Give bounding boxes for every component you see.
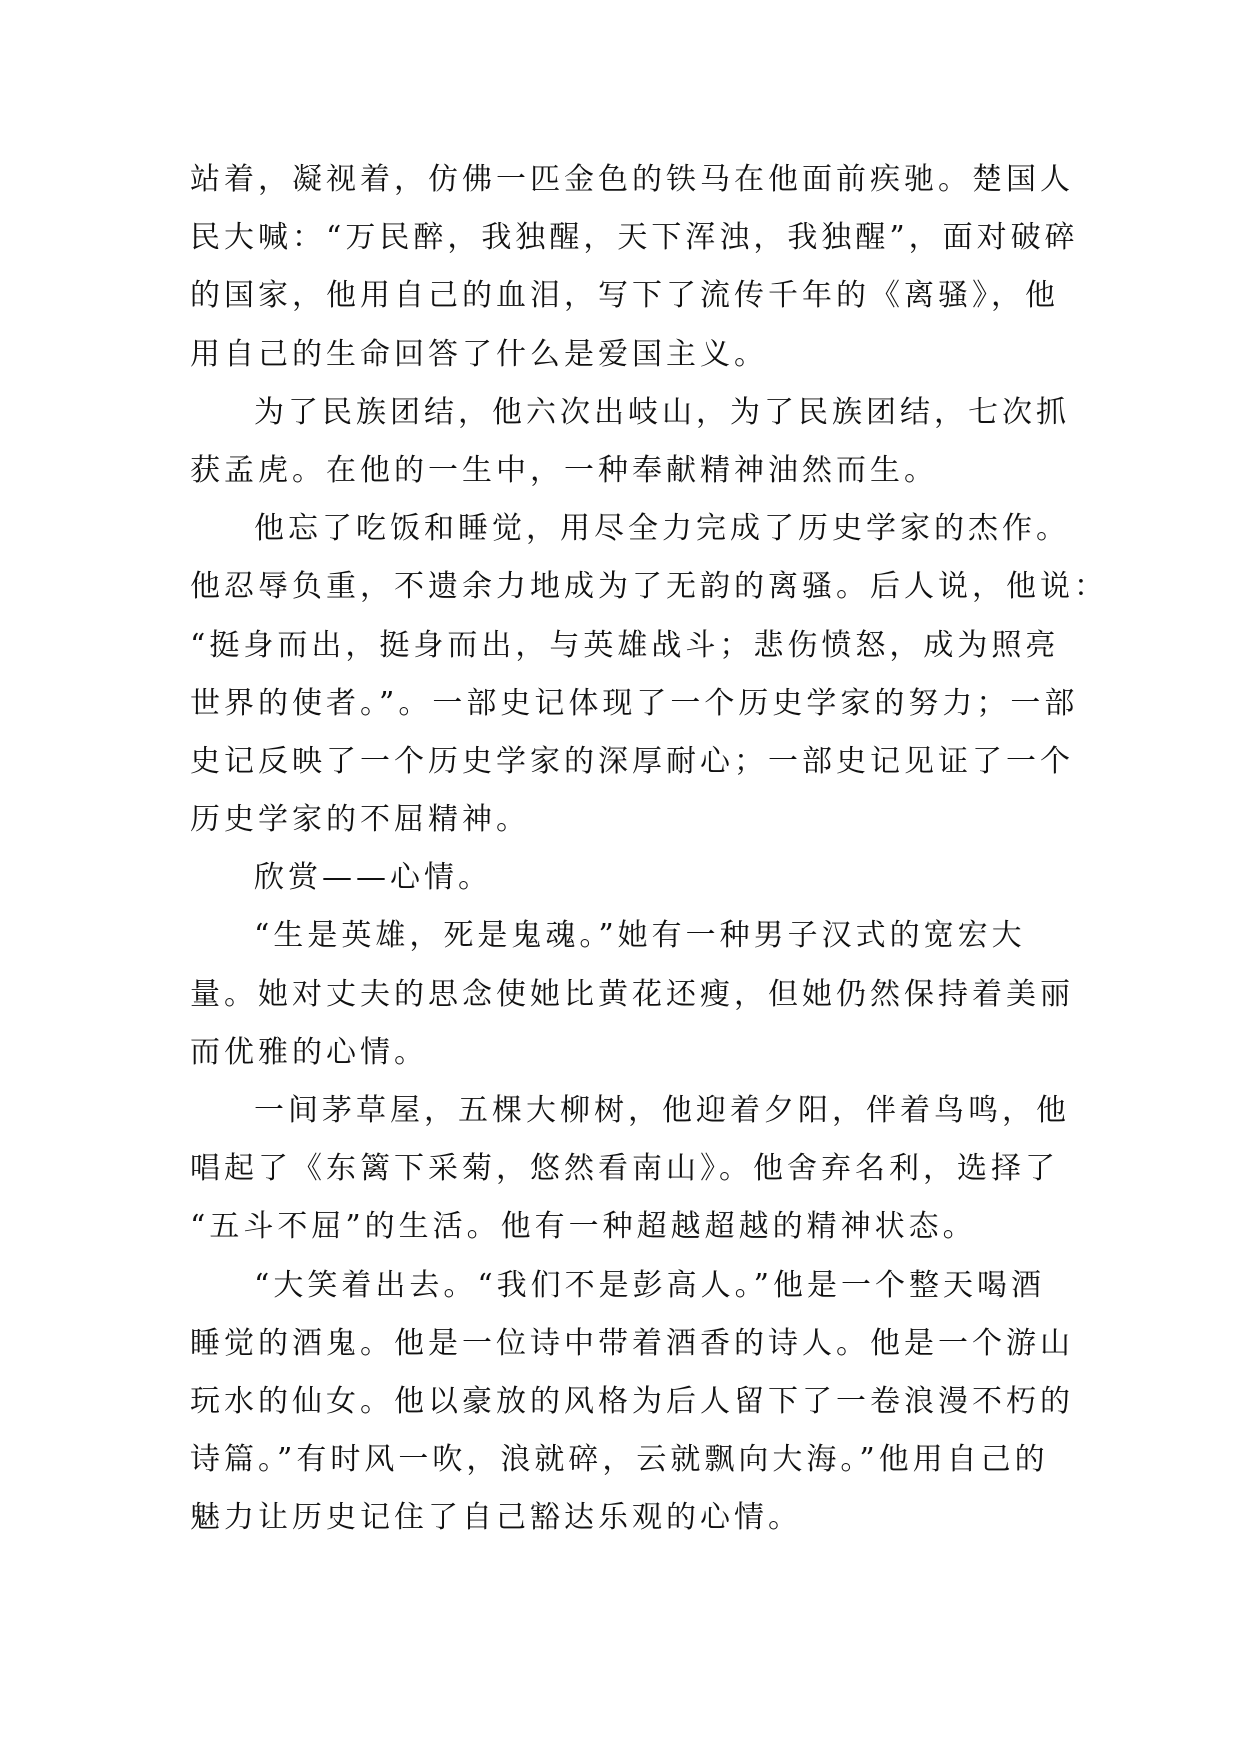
- text-line: 玩水的仙女。他以豪放的风格为后人留下了一卷浪漫不朽的: [190, 1383, 1074, 1419]
- text-line: 历史学家的不屈精神。: [190, 802, 530, 838]
- text-line: 史记反映了一个历史学家的深厚耐心；一部史记见证了一个: [190, 743, 1074, 779]
- paragraph-first-line: “生是英雄，死是鬼魂。”她有一种男子汉式的宽宏大: [254, 918, 1026, 954]
- section-heading: 欣赏——心情。: [254, 860, 492, 896]
- text-line: 魅力让历史记住了自己豁达乐观的心情。: [190, 1500, 802, 1536]
- text-line: “五斗不屈”的生活。他有一种超越超越的精神状态。: [190, 1209, 977, 1245]
- text-line: 世界的使者。”。一部史记体现了一个历史学家的努力；一部: [190, 685, 1079, 721]
- text-line: 站着，凝视着，仿佛一匹金色的铁马在他面前疾驰。楚国人: [190, 162, 1074, 197]
- text-line: 用自己的生命回答了什么是爱国主义。: [190, 336, 768, 372]
- paragraph-first-line: 为了民族团结，他六次出岐山，为了民族团结，七次抓: [254, 394, 1070, 430]
- text-line: 而优雅的心情。: [190, 1034, 428, 1070]
- text-line: “挺身而出，挺身而出，与英雄战斗；悲伤愤怒，成为照亮: [190, 627, 1060, 663]
- text-line: 民大喊：“万民醉，我独醒，天下浑浊，我独醒”，面对破碎: [190, 220, 1079, 256]
- text-line: 获孟虎。在他的一生中，一种奉献精神油然而生。: [190, 452, 938, 488]
- text-line: 他忍辱负重，不遗余力地成为了无韵的离骚。后人说，他说：: [190, 569, 1108, 605]
- paragraph-first-line: 一间茅草屋，五棵大柳树，他迎着夕阳，伴着鸟鸣，他: [254, 1093, 1070, 1128]
- text-line: 诗篇。”有时风一吹，浪就碎，云就飘向大海。”他用自己的: [190, 1442, 1049, 1478]
- paragraph-first-line: “大笑着出去。“我们不是彭高人。”他是一个整天喝酒: [254, 1267, 1046, 1303]
- body-text: [190, 151, 1108, 1548]
- text-line: 睡觉的酒鬼。他是一位诗中带着酒香的诗人。他是一个游山: [190, 1325, 1074, 1361]
- paragraph-first-line: 他忘了吃饭和睡觉，用尽全力完成了历史学家的杰作。: [254, 511, 1070, 547]
- text-line: 的国家，他用自己的血泪，写下了流传千年的《离骚》，他: [190, 278, 1059, 314]
- text-line: 唱起了《东篱下采菊，悠然看南山》。他舍弃名利，选择了: [190, 1151, 1059, 1187]
- text-line: 量。她对丈夫的思念使她比黄花还瘦，但她仍然保持着美丽: [190, 976, 1074, 1012]
